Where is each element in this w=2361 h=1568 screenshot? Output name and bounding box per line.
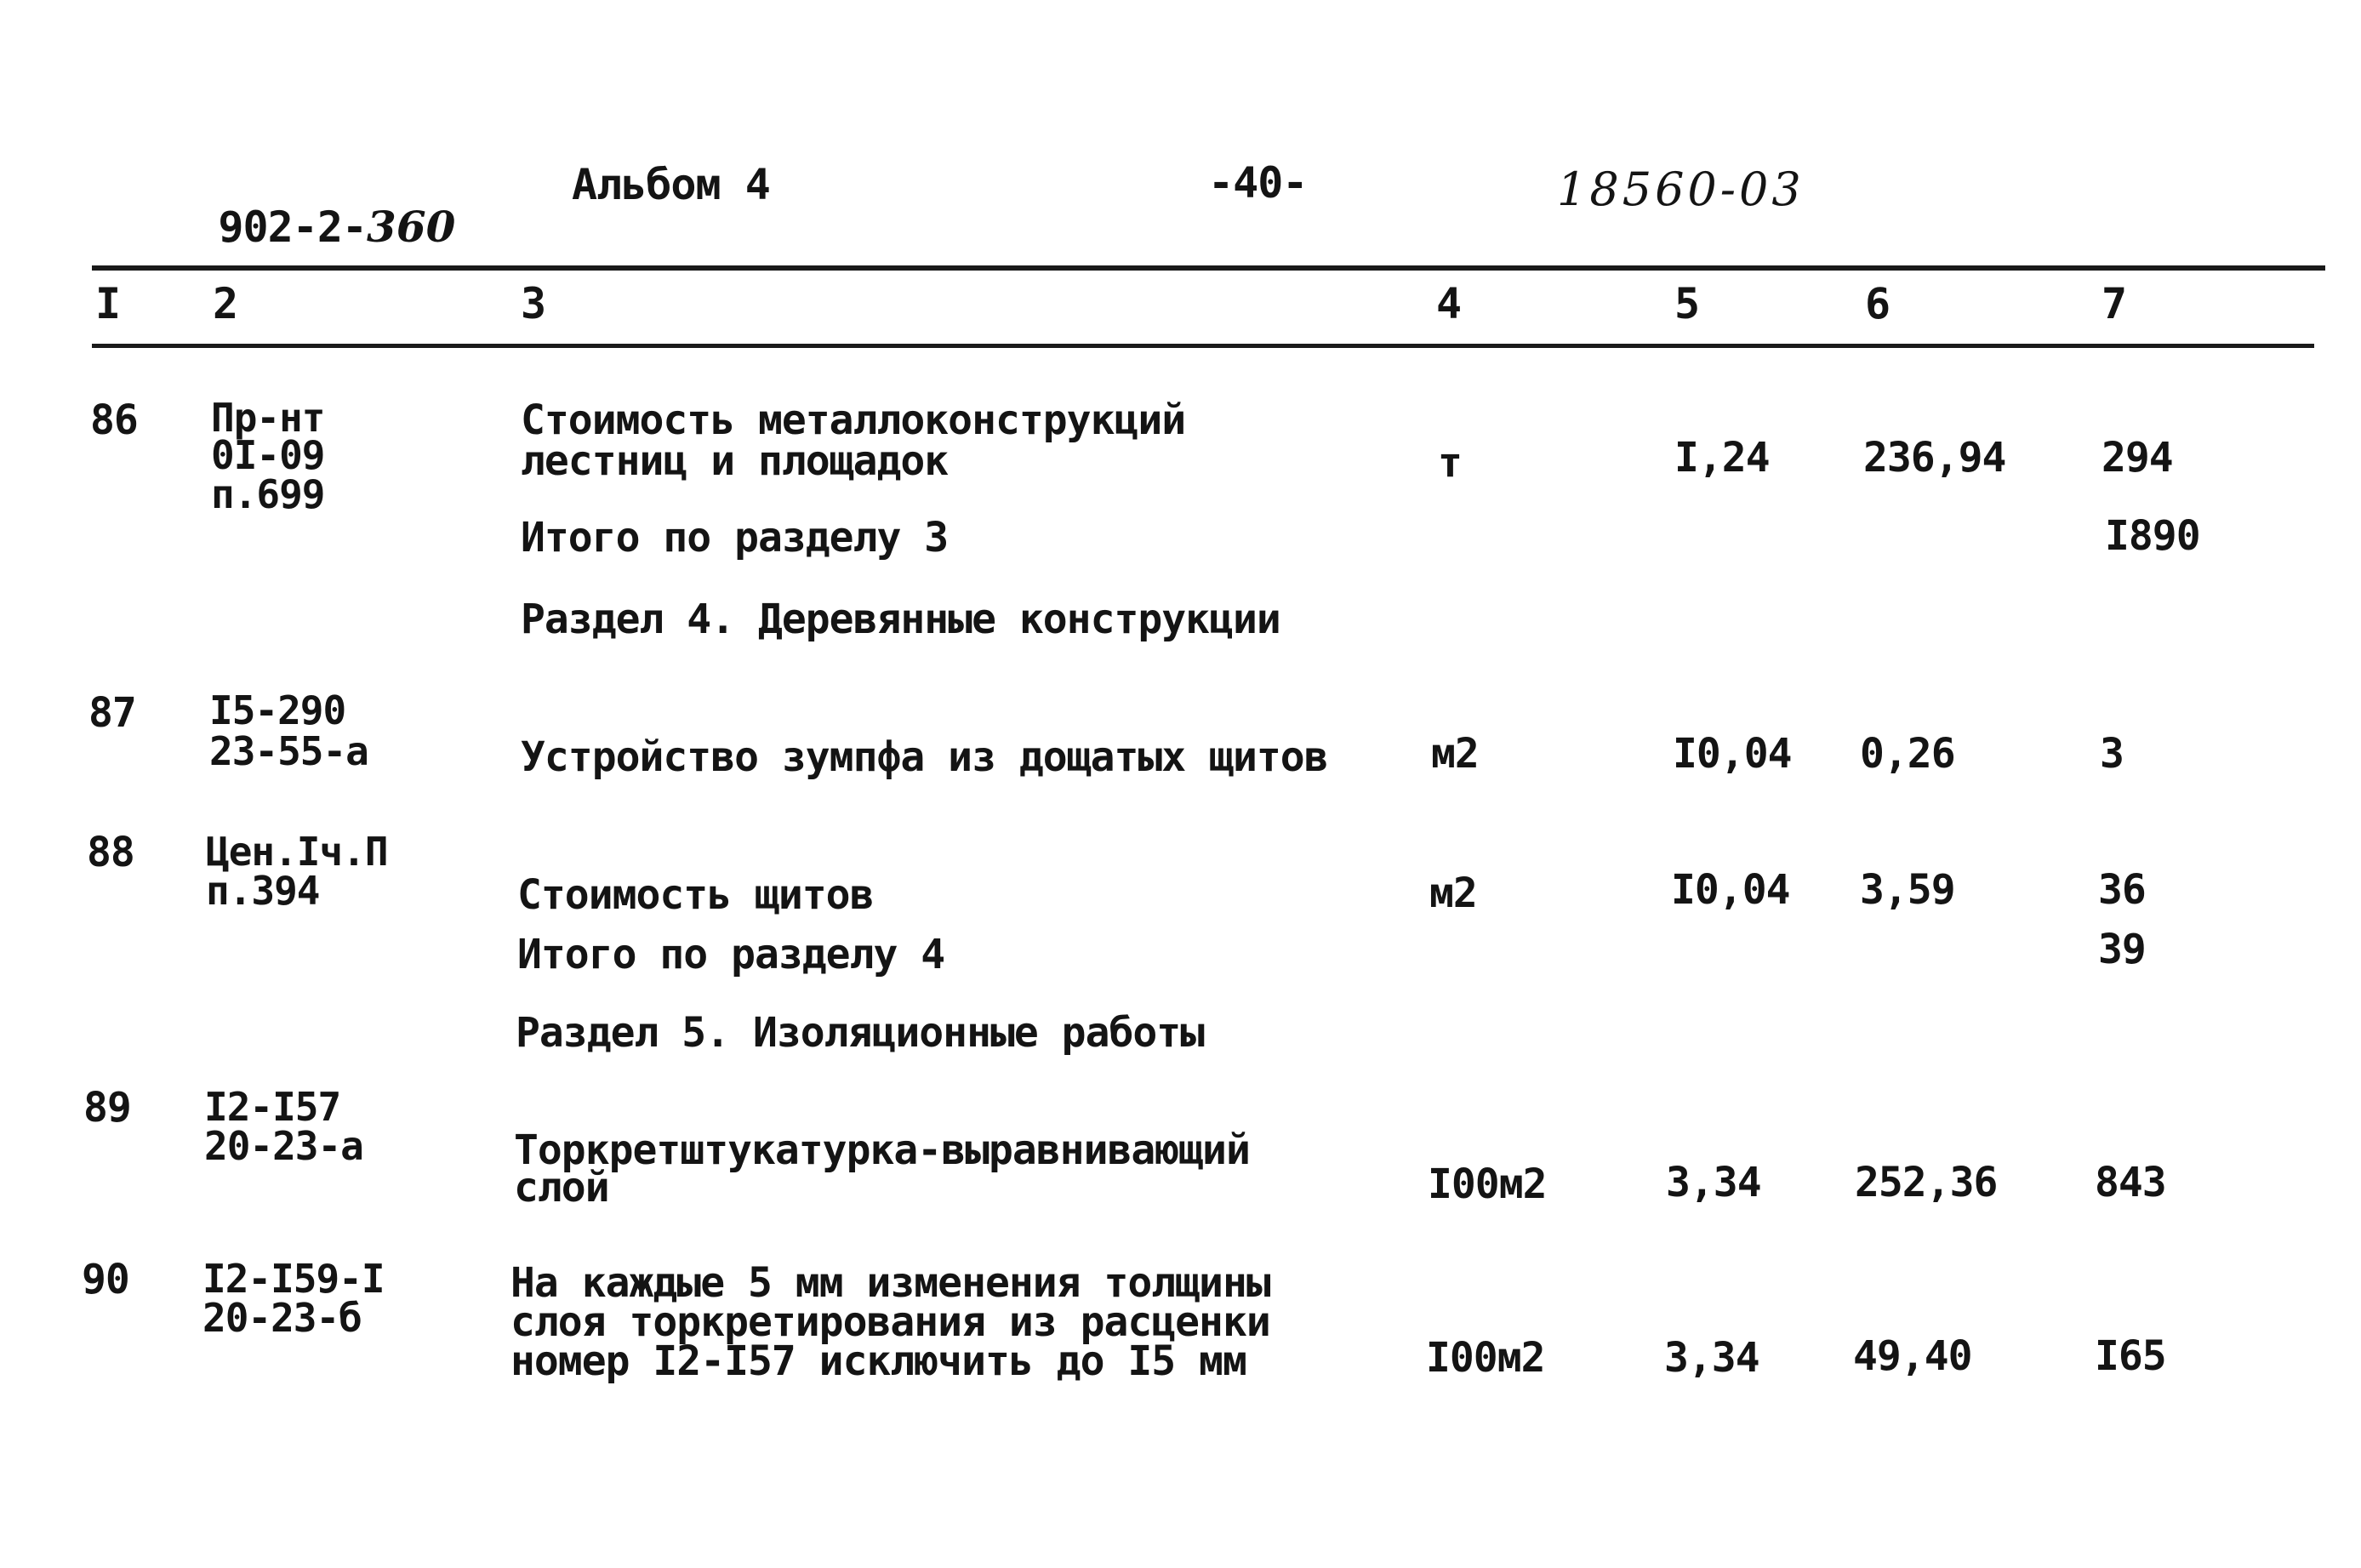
col-header-1: I (95, 279, 121, 328)
section-heading: Раздел 4. Деревянные конструкции (521, 596, 1280, 643)
row-unit: м2 (1429, 870, 1477, 917)
row-description-line: слоя торкретирования из расценки (510, 1298, 1270, 1346)
row-code-line: п.394 (206, 868, 320, 914)
row-description-line: Торкретштукатурка-выравнивающий (514, 1126, 1250, 1174)
doc-code-hand: 360 (367, 202, 456, 252)
row-total: 294 (2102, 434, 2173, 482)
row-unit-price: 0,26 (1860, 730, 1955, 778)
row-quantity: I,24 (1674, 434, 1770, 482)
col-header-4: 4 (1436, 279, 1462, 328)
row-code-line: 0I-09 (211, 432, 325, 478)
row-description-line: Стоимость металлоконструкций (521, 396, 1186, 444)
row-code-line: 20-23-а (204, 1123, 363, 1169)
row-unit-price: 236,94 (1863, 434, 2006, 482)
row-description-line: Устройство зумпфа из дощатых щитов (521, 733, 1328, 781)
row-unit-price: 3,59 (1860, 866, 1955, 914)
row-quantity: I0,04 (1671, 866, 1790, 914)
section-heading: Раздел 5. Изоляционные работы (516, 1009, 1205, 1057)
col-header-6: 6 (1865, 279, 1891, 328)
row-code-line: Цен.Iч.П (206, 829, 388, 875)
row-code-line: Пр-нт (211, 395, 325, 441)
subtotal-value: I890 (2105, 512, 2200, 560)
row-description-line: На каждые 5 мм изменения толщины (510, 1259, 1270, 1307)
row-total: 3 (2100, 730, 2124, 778)
col-header-2: 2 (213, 279, 238, 328)
row-unit: м2 (1431, 730, 1479, 778)
header-top-rule (92, 265, 2325, 271)
row-number: 90 (82, 1256, 129, 1303)
row-code-line: I2-I59-I (202, 1256, 385, 1302)
sheet-code: 18560-03 (1557, 163, 1805, 216)
row-code-line: I2-I57 (204, 1084, 341, 1130)
row-number: 88 (87, 829, 134, 876)
doc-code-printed: 902-2- (218, 202, 368, 252)
page-number: -40- (1208, 158, 1308, 208)
row-total: I65 (2095, 1332, 2166, 1380)
row-quantity: 3,34 (1664, 1334, 1759, 1382)
album-label: Альбом 4 (572, 160, 770, 209)
row-quantity: I0,04 (1673, 730, 1792, 778)
row-unit: I00м2 (1428, 1160, 1547, 1208)
row-total: 36 (2098, 866, 2146, 914)
col-header-5: 5 (1674, 279, 1700, 328)
subtotal-label: Итого по разделу 4 (517, 931, 945, 978)
row-number: 86 (90, 396, 138, 444)
row-unit-price: 252,36 (1855, 1159, 1998, 1206)
subtotal-label: Итого по разделу 3 (521, 514, 949, 562)
row-description-line: лестниц и площадок (521, 437, 949, 485)
row-unit: т (1438, 439, 1462, 487)
header-bottom-rule (92, 344, 2314, 348)
col-header-3: 3 (521, 279, 546, 328)
row-total: 843 (2095, 1159, 2166, 1206)
row-number: 87 (88, 689, 136, 737)
row-code-line: I5-290 (209, 687, 346, 733)
row-description-line: Стоимость щитов (517, 871, 874, 919)
col-header-7: 7 (2102, 279, 2127, 328)
doc-code (119, 163, 455, 291)
row-unit-price: 49,40 (1853, 1332, 1972, 1380)
row-description-line: слой (514, 1164, 609, 1212)
subtotal-value: 39 (2098, 926, 2146, 973)
row-code-line: 20-23-б (202, 1295, 362, 1341)
row-number: 89 (83, 1084, 131, 1132)
row-description-line: номер I2-I57 исключить до I5 мм (510, 1337, 1246, 1385)
row-unit: I00м2 (1426, 1334, 1545, 1382)
row-code-line: п.699 (211, 471, 325, 517)
row-quantity: 3,34 (1666, 1159, 1761, 1206)
row-code-line: 23-55-а (209, 728, 368, 774)
